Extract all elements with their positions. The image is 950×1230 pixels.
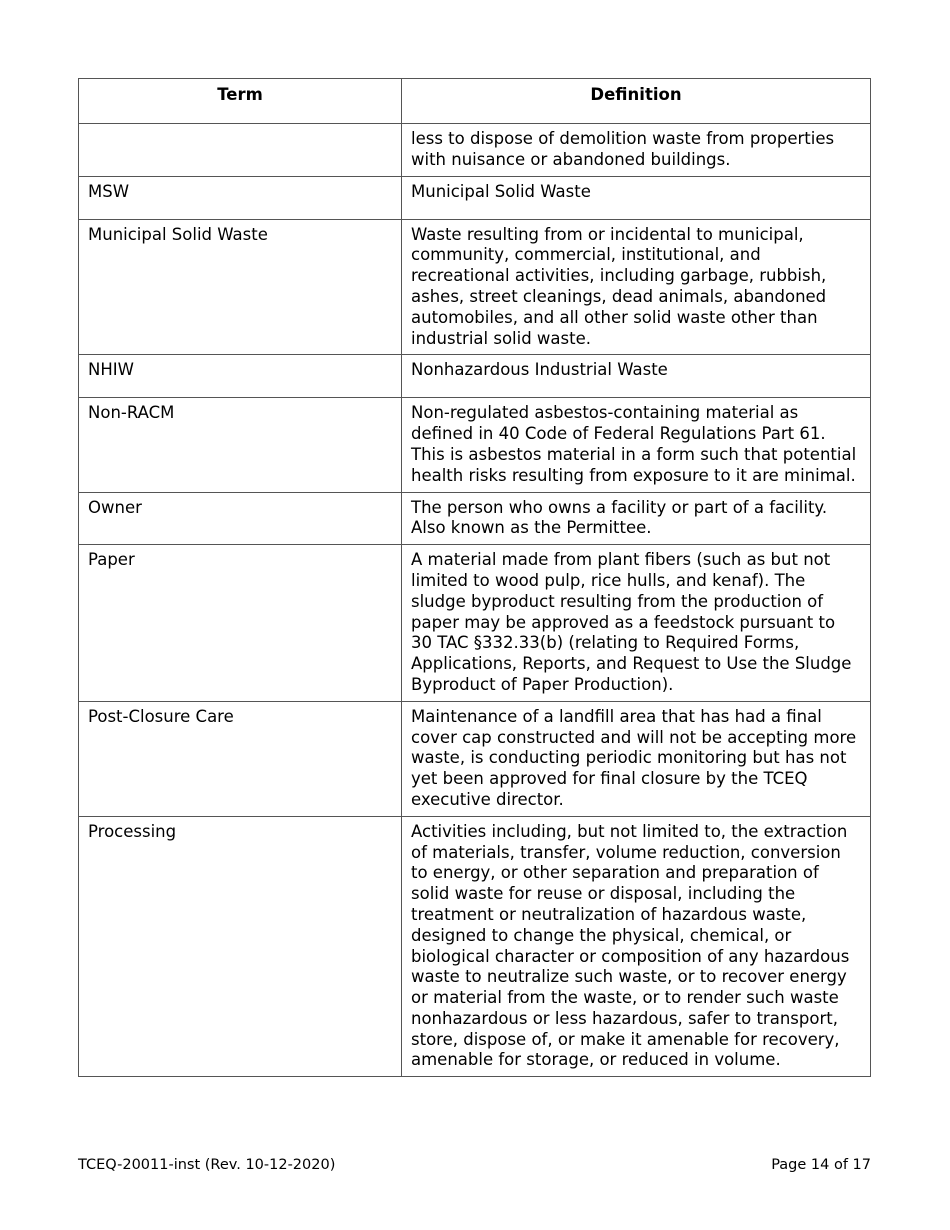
definition-cell: Nonhazardous Industrial Waste <box>402 355 871 398</box>
definition-cell: Activities including, but not limited to, the extraction of materials, transfer, volume reduction, conversion to energy, or other separation and preparation of solid waste for reuse or disposal, including the treatment or neutralization of hazardous waste, designed to change the physical, chemical, or biological character or composition of any hazardous waste to neutralize such waste, or to recover energy or material from the waste, or to render such waste nonhazardous or less hazardous, safer to transport, store, dispose of, or make it amenable for recovery, amenable for storage, or reduced in volume. <box>402 816 871 1077</box>
term-cell: Paper <box>79 545 402 702</box>
definition-column-header: Definition <box>402 79 871 124</box>
definition-cell: The person who owns a facility or part of a facility. Also known as the Permittee. <box>402 492 871 545</box>
table-row <box>79 355 871 398</box>
table-row <box>79 701 871 816</box>
term-cell: Post-Closure Care <box>79 701 402 816</box>
table-header-row <box>79 79 871 124</box>
term-cell: NHIW <box>79 355 402 398</box>
form-id-footer: TCEQ-20011-inst (Rev. 10-12-2020) <box>78 1157 336 1173</box>
table-row <box>79 398 871 492</box>
term-cell: Non-RACM <box>79 398 402 492</box>
definition-cell: Non-regulated asbestos-containing material as defined in 40 Code of Federal Regulations Part 61. This is asbestos material in a form such that potential health risks resulting from exposure to it are minimal. <box>402 398 871 492</box>
term-cell: Processing <box>79 816 402 1077</box>
definition-cell: Municipal Solid Waste <box>402 176 871 219</box>
table-row <box>79 545 871 702</box>
term-cell: MSW <box>79 176 402 219</box>
definition-cell: Maintenance of a landfill area that has had a final cover cap constructed and will not be accepting more waste, is conducting periodic monitoring but has not yet been approved for final closure by the TCEQ executive director. <box>402 701 871 816</box>
definition-cell: A material made from plant fibers (such as but not limited to wood pulp, rice hulls, and kenaf). The sludge byproduct resulting from the production of paper may be approved as a feedstock pursuant to 30 TAC §332.33(b) (relating to Required Forms, Applications, Reports, and Request to Use the Sludge Byproduct of Paper Production). <box>402 545 871 702</box>
definitions-table <box>78 78 871 1077</box>
term-cell <box>79 124 402 177</box>
term-cell: Municipal Solid Waste <box>79 219 402 355</box>
table-row <box>79 176 871 219</box>
table-row <box>79 124 871 177</box>
term-cell: Owner <box>79 492 402 545</box>
table-row <box>79 816 871 1077</box>
table-row <box>79 219 871 355</box>
definition-cell: Waste resulting from or incidental to municipal, community, commercial, institutional, and recreational activities, including garbage, rubbish, ashes, street cleanings, dead animals, abandoned automobiles, and all other solid waste other than industrial solid waste. <box>402 219 871 355</box>
term-column-header: Term <box>79 79 402 124</box>
table-row <box>79 492 871 545</box>
definition-cell: less to dispose of demolition waste from properties with nuisance or abandoned buildings. <box>402 124 871 177</box>
page-number-footer: Page 14 of 17 <box>771 1157 871 1173</box>
